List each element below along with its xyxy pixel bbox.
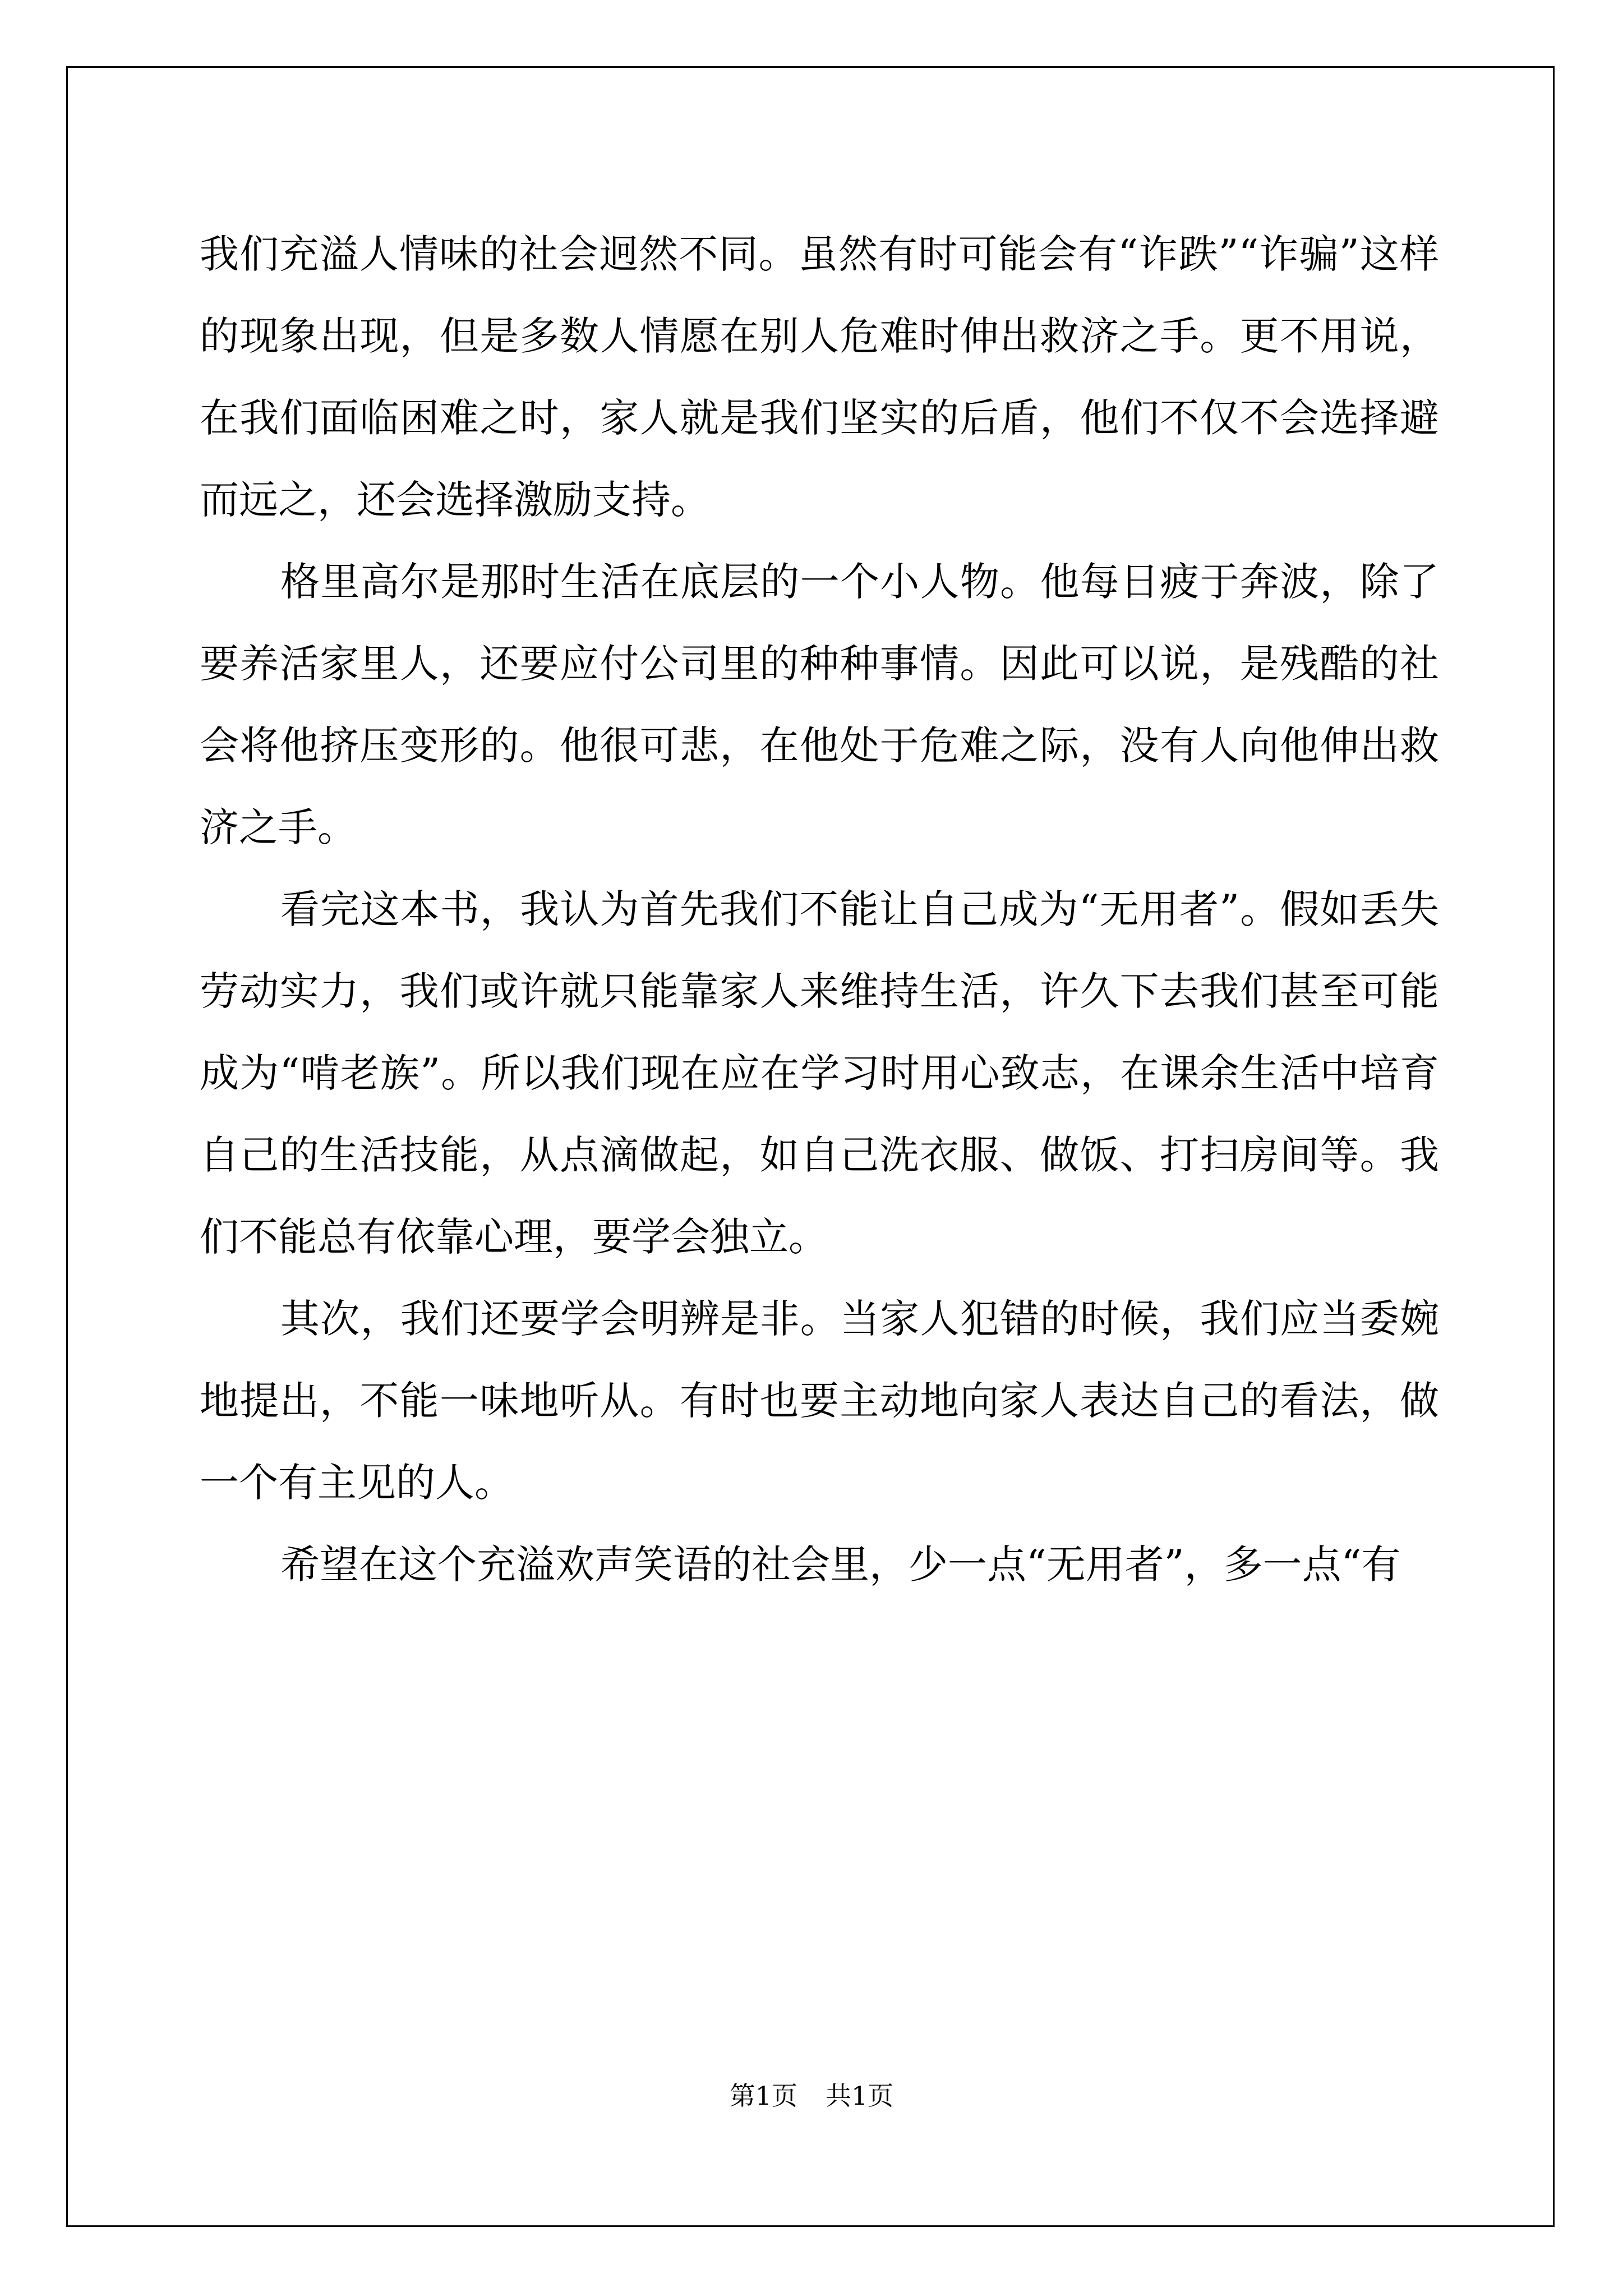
page-number: 第1页 [729, 2081, 797, 2111]
paragraph-2: 格里高尔是那时生活在底层的一个小人物。他每日疲于奔波，除了要养活家里人，还要应付公司里的种种事情。因此可以说，是残酷的社会将他挤压变形的。他很可悲，在他处于危难之际，没有人向他伸出救济之手。 [200, 559, 1439, 850]
paragraph-4: 其次，我们还要学会明辨是非。当家人犯错的时候，我们应当委婉地提出，不能一味地听从。有时也要主动地向家人表达自己的看法，做一个有主见的人。 [200, 1296, 1439, 1506]
paragraph-1: 我们充溢人情味的社会迥然不同。虽然有时可能会有“诈跌”“诈骗”这样的现象出现，但是多数人情愿在别人危难时伸出救济之手。更不用说，在我们面临困难之时，家人就是我们坚实的后盾，他们不仅不会选择避而远之，还会选择激励支持。 [200, 231, 1439, 523]
document-body [200, 213, 1439, 1605]
paragraph-3: 看完这本书，我认为首先我们不能让自己成为“无用者”。假如丢失劳动实力，我们或许就只能靠家人来维持生活，许久下去我们甚至可能成为“啃老族”。所以我们现在应在学习时用心致志，在课余生活中培育自己的生活技能，从点滴做起，如自己洗衣服、做饭、打扫房间等。我们不能总有依靠心理，要学会独立。 [200, 886, 1439, 1260]
page-total: 共1页 [826, 2081, 894, 2111]
page-footer [0, 2076, 1623, 2113]
paragraph-5: 希望在这个充溢欢声笑语的社会里，少一点“无用者”，多一点“有 [280, 1542, 1401, 1588]
